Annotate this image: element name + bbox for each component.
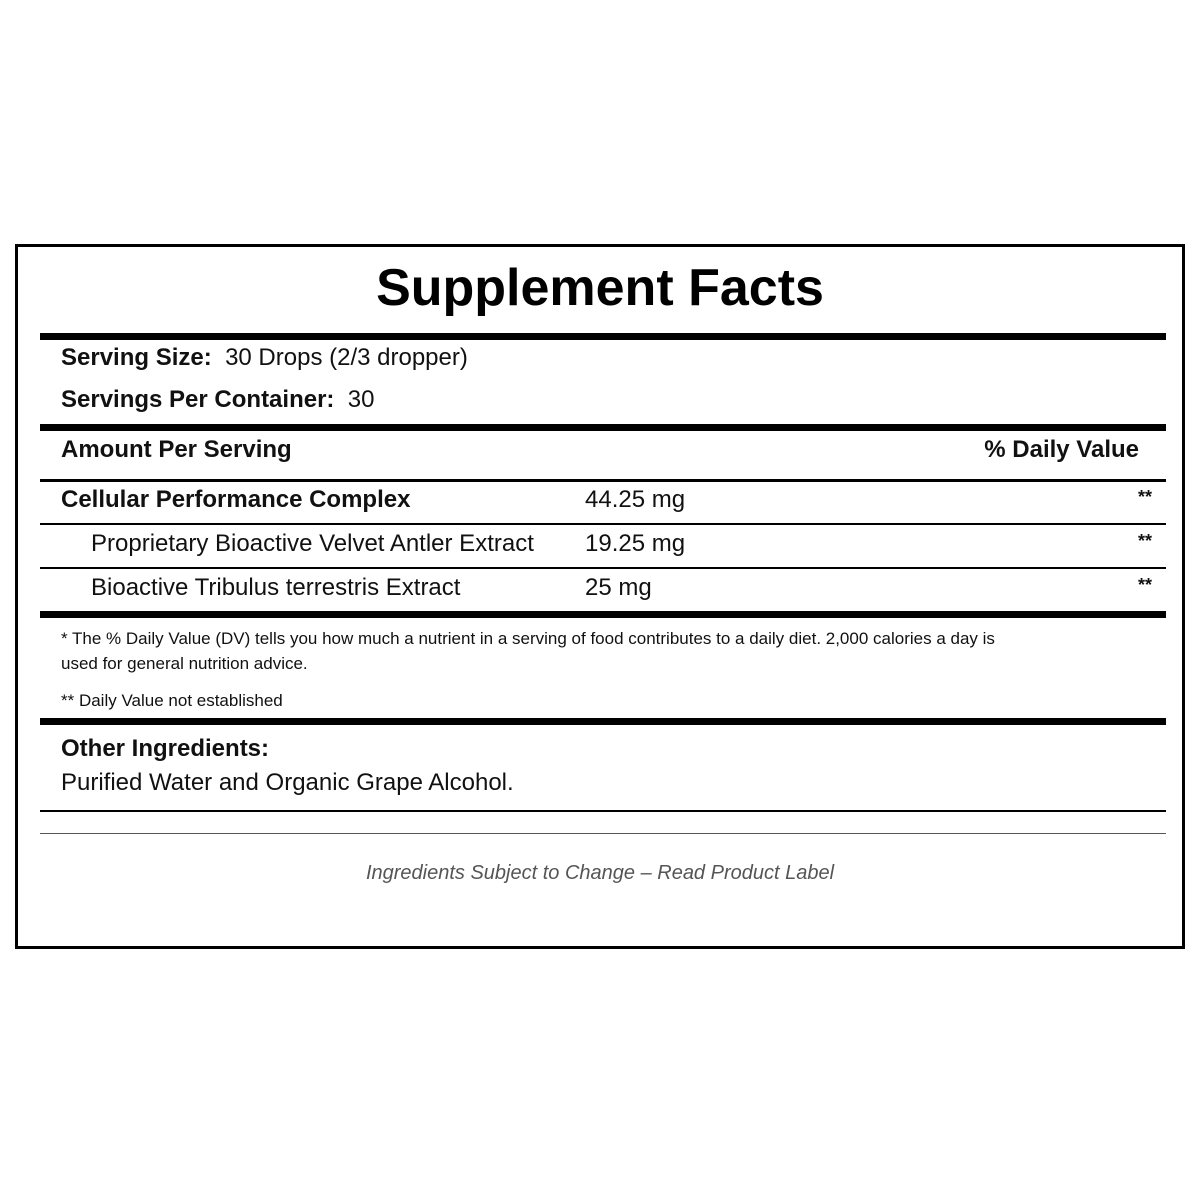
disclaimer-text: Ingredients Subject to Change – Read Product Label xyxy=(365,862,835,884)
footnote-not-established: ** Daily Value not established xyxy=(61,691,283,710)
thick-divider xyxy=(40,611,1166,618)
servings-per-container-value: 30 xyxy=(347,386,375,413)
serving-size-label: Serving Size: xyxy=(61,344,212,371)
thick-divider xyxy=(40,718,1166,725)
servings-per-container-row xyxy=(61,386,374,414)
serving-size-value: 30 Drops (2/3 dropper) xyxy=(225,344,468,371)
footnote-dv-line-2: used for general nutrition advice. xyxy=(61,654,308,673)
daily-value-header: % Daily Value xyxy=(984,436,1139,463)
ingredient-dv: ** xyxy=(1137,487,1152,507)
ingredient-dv: ** xyxy=(1137,575,1152,595)
row-divider xyxy=(40,567,1166,569)
footnote-dv-line-1: * The % Daily Value (DV) tells you how much a nutrient in a serving of food contributes to a daily diet. 2,000 calories a day is xyxy=(61,629,995,648)
other-ingredients-value: Purified Water and Organic Grape Alcohol. xyxy=(61,769,514,796)
ingredient-amount: 25 mg xyxy=(585,574,652,601)
serving-size-row xyxy=(61,344,468,372)
ingredient-amount: 44.25 mg xyxy=(585,486,686,513)
ingredient-amount: 19.25 mg xyxy=(585,530,686,557)
amount-per-serving-header: Amount Per Serving xyxy=(61,436,292,463)
ingredient-name: Bioactive Tribulus terrestris Extract xyxy=(91,574,461,601)
servings-per-container-label: Servings Per Container: xyxy=(61,386,335,413)
panel-title: Supplement Facts xyxy=(376,259,824,317)
row-divider xyxy=(40,523,1166,525)
thick-divider xyxy=(40,333,1166,340)
bottom-divider xyxy=(40,810,1166,812)
supplement-facts-panel xyxy=(15,244,1185,949)
thick-divider xyxy=(40,424,1166,431)
header-divider xyxy=(40,479,1166,482)
other-ingredients-label: Other Ingredients: xyxy=(61,735,270,762)
ingredient-name: Cellular Performance Complex xyxy=(61,486,411,513)
bottom-divider xyxy=(40,833,1166,834)
ingredient-name: Proprietary Bioactive Velvet Antler Extract xyxy=(91,530,534,557)
ingredient-dv: ** xyxy=(1137,531,1152,551)
